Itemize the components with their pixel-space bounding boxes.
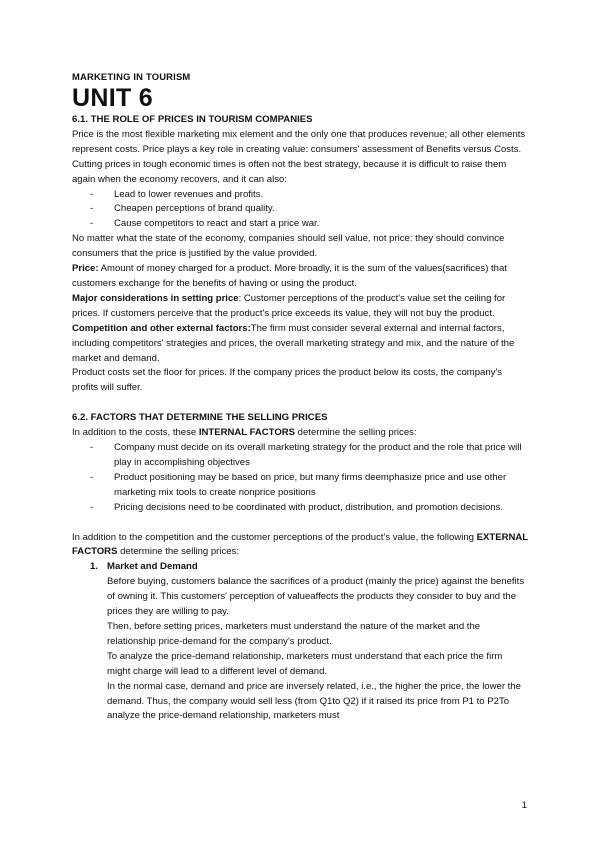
paragraph-price — [72, 262, 528, 292]
list-item: - Company must decide on its overall marketing strategy for the product and the role that price will play in accomplishing objectives — [90, 441, 528, 471]
section-heading-6-1: 6.1. THE ROLE OF PRICES IN TOURISM COMPANIES — [72, 114, 313, 125]
list-item: - Lead to lower revenues and profits. — [90, 188, 528, 203]
paragraph: No matter what the state of the economy, companies should sell value, not price: they should convince consumers that the price is justified by the value provided. — [72, 233, 505, 260]
document-body — [72, 70, 528, 724]
external-factors-list — [72, 560, 528, 724]
paragraph: Before buying, customers balance the sacrifices of a product (mainly the price) against the benefits of owning it. This customers' perception of valueaffects the products they consider to buy and the prices they are willing to pay. — [107, 576, 525, 618]
page-number: 1 — [521, 800, 527, 811]
paragraph: Then, before setting prices, marketers must understand the nature of the market and the relationship price-demand for the company's product. — [107, 621, 481, 647]
major-text: : Customer perceptions of the product's value set the ceiling for prices. If customers perceive that the product's price exceeds its value, they will not buy the product. — [72, 292, 506, 319]
external-intro-text-end: determine the selling prices: — [117, 546, 239, 558]
paragraph-external-intro — [72, 531, 528, 561]
list-item-market-demand — [90, 560, 528, 724]
internal-intro-text-end: determine the selling prices: — [295, 427, 417, 439]
paragraph: Product costs set the floor for prices. If the company prices the product below its costs, the company's profits will suffer. — [72, 367, 503, 394]
paragraph-major — [72, 292, 528, 322]
paragraph: Price is the most flexible marketing mix element and the only one that produces revenue; all other elements represent costs. Price plays a key role in creating value: consumers' assessment of Benefits versus Costs. — [72, 128, 526, 155]
external-factors-label: EXTERNAL FACTORS — [72, 531, 528, 558]
spacer — [72, 516, 528, 531]
unit-title: UNIT 6 — [72, 84, 153, 112]
list-number: 1. — [90, 561, 98, 573]
paragraph: To analyze the price-demand relationship, marketers must understand that each price the firm might charge will lead to a different level of demand. — [107, 650, 503, 677]
item-title: Market and Demand — [107, 561, 198, 573]
internal-factors-label: INTERNAL FACTORS — [198, 427, 296, 439]
major-label: Major considerations in setting price — [72, 292, 239, 304]
paragraph-competition — [72, 322, 528, 367]
spacer — [72, 396, 528, 411]
internal-factors-list — [72, 441, 528, 516]
internal-intro-text: In addition to the costs, these — [72, 427, 199, 439]
paragraph: Cutting prices in tough economic times is often not the best strategy, because it is difficult to raise them again when the economy recovers, and it can also: — [72, 158, 507, 185]
paragraph: In the normal case, demand and price are inversely related, i.e., the higher the price, the lower the demand. Thus, the company would sell less (from Q1to Q2) if it raised its price from P1 to P2To analyze the price-demand relationship, marketers must — [107, 680, 521, 722]
document-header: MARKETING IN TOURISM — [72, 71, 191, 82]
section-heading-6-2: 6.2. FACTORS THAT DETERMINE THE SELLING PRICES — [72, 412, 328, 424]
list-item: - Product positioning may be based on price, but many firms deemphasize price and use other marketing mix tools to create nonprice positions — [90, 471, 528, 501]
list-item: - Cheapen perceptions of brand quality. — [90, 202, 528, 217]
bullet-list — [72, 188, 528, 233]
competition-label: Competition and other external factors: — [72, 322, 251, 334]
price-text: Amount of money charged for a product. More broadly, it is the sum of the values(sacrifices) that customers exchange for the benefits of having or using the product. — [72, 263, 507, 289]
price-label: Price: — [72, 263, 99, 275]
competition-text: The firm must consider several external and internal factors, including competitors' strategies and prices, the overall marketing strategy and mix, and the nature of the market and demand. — [72, 322, 515, 364]
list-item: - Cause competitors to react and start a price war. — [90, 217, 528, 232]
paragraph-internal-intro — [72, 426, 528, 441]
external-intro-text: In addition to the competition and the customer perceptions of the product's value, the following — [72, 531, 477, 543]
list-item: - Pricing decisions need to be coordinated with product, distribution, and promotion decisions. — [90, 501, 528, 516]
